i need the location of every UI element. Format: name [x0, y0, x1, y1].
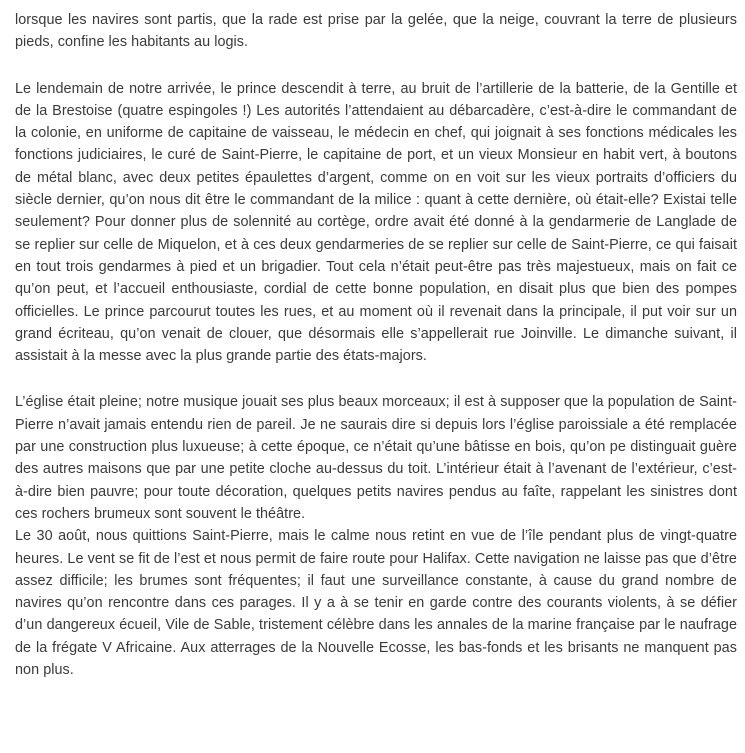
paragraph-3: L’église était pleine; notre musique jouait ses plus beaux morceaux; il est à supposer que la population de Saint-Pierre n’avait jamais entendu rien de pareil. Je ne saurais dire si depuis lors l’église paroissiale a été remplacée par une construction plus luxueuse; à cette époque, ce n’était qu’une bâtisse en bois, qu’on pe distinguait guère des autres maisons que par une petite cloche au-dessus du toit. L’intérieur était à l’avenant de l’extérieur, c’est-à-dire bien pauvre; pour toute décoration, quelques petits navires pendus au faîte, rappelant les sinistres dont ces rochers brumeux sont souvent le théâtre. [15, 394, 737, 522]
paragraph-spacer [15, 54, 737, 78]
document-body [15, 0, 737, 681]
paragraph-4: Le 30 août, nous quittions Saint-Pierre, mais le calme nous retint en vue de l’île pendant plus de vingt-quatre heures. Le vent se fit de l’est et nous permit de faire route pour Halifax. Cette navigation ne laisse pas que d’être assez difficile; les brumes sont fréquentes; il faut une surveillance constante, à cause du grand nombre de navires qu’on rencontre dans ces parages. Il y a à se tenir en garde contre des courants violents, à se défier d’un dangereux écueil, Vile de Sable, tristement célèbre dans les annales de la marine française par le naufrage de la frégate V Africaine. Aux atterrages de la Nouvelle Ecosse, les bas-fonds et les brisants ne manquent pas non plus. [15, 528, 737, 679]
paragraph-1: lorsque les navires sont partis, que la rade est prise par la gelée, que la neige, couvrant la terre de plusieurs pieds, confine les habitants au logis. [15, 12, 737, 51]
paragraph-spacer [15, 367, 737, 391]
paragraph-2: Le lendemain de notre arrivée, le prince descendit à terre, au bruit de l’artillerie de la batterie, de la Gentille et de la Brestoise (quatre espingoles !) Les autorités l’attendaient au débarcadère, c’est-à-dire le commandant de la colonie, en uniforme de capitaine de vaisseau, le médecin en chef, qui joignait à ses fonctions médicales les fonctions judiciaires, le curé de Saint-Pierre, le capitaine de port, et un vieux Monsieur en habit vert, à boutons de métal blanc, avec deux petites épaulettes d’argent, comme on en voit sur les vieux portraits d’officiers du siècle dernier, qu’on nous dit être le commandant de la milice : quant à cette dernière, où était-elle? Existai telle seulement? Pour donner plus de solennité au cortège, ordre avait été donné à la gendarmerie de Langlade de se replier sur celle de Miquelon, et à ces deux gendarmeries de se replier sur celle de Saint-Pierre, ce qui faisait en tout trois gendarmes à pied et un brigadier. Tout cela n’était peut-être pas très majestueux, mais on fait ce qu’on peut, et l’accueil enthousiaste, cordial de cette bonne population, en disait plus que bien des pompes officielles. Le prince parcourut toutes les rues, et au moment où il revenait dans la principale, il put voir sur un grand écriteau, qu’on venait de clouer, que désormais elle s’appellerait rue Joinville. Le dimanche suivant, il assistait à la messe avec la plus grande partie des états-majors. [15, 80, 737, 365]
